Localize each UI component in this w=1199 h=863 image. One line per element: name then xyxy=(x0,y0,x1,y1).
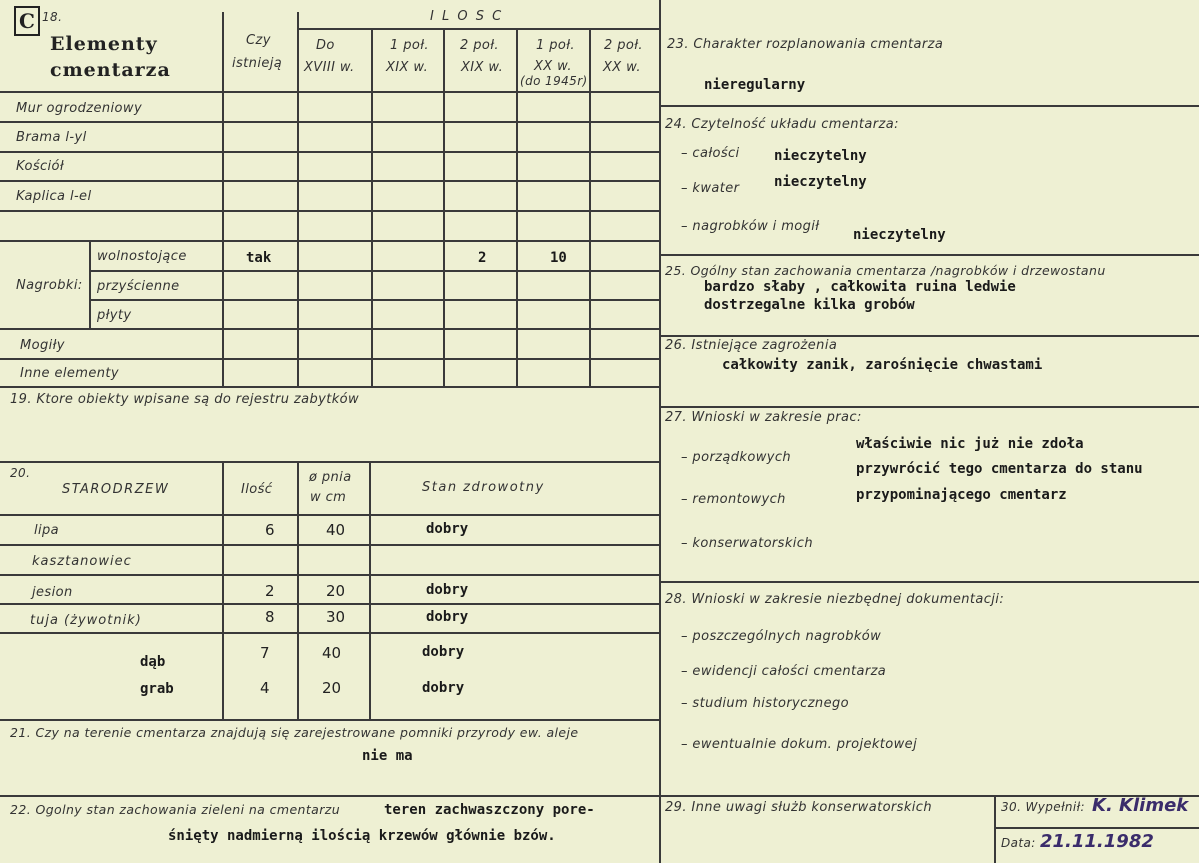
tree-diameter: 20 xyxy=(326,582,346,600)
q27-porzadkowych: – porządkowych xyxy=(681,450,792,465)
row-line xyxy=(89,270,659,272)
q25-answer-1: bardzo słaby , całkowita ruina ledwie xyxy=(704,279,1016,295)
title-line-1: Elementy xyxy=(50,33,158,55)
q21-label: 21. Czy na terenie cmentarza znajdują się zarejestrowane pomniki przyrody ew. aleje xyxy=(10,725,579,740)
q22-answer-2: śnięty nadmierną ilością krzewów głównie bzów. xyxy=(168,828,556,844)
col-1xx-3: (do 1945r) xyxy=(520,74,588,88)
q28-item: – poszczególnych nagrobków xyxy=(681,629,882,644)
tree-condition: dobry xyxy=(426,521,469,537)
col-line xyxy=(297,461,299,719)
q26-answer: całkowity zanik, zarośnięcie chwastami xyxy=(722,357,1043,373)
q22-answer-1: teren zachwaszczony pore- xyxy=(384,802,595,818)
q27-answer-3: przypominającego cmentarz xyxy=(856,487,1067,503)
row-line xyxy=(0,91,659,93)
row-line xyxy=(0,632,659,634)
q27-label: 27. Wnioski w zakresie prac: xyxy=(665,410,862,425)
date-value: 21.11.1982 xyxy=(1040,831,1154,852)
q22-label: 22. Ogolny stan zachowania zieleni na cmentarzu xyxy=(10,802,341,817)
row-inne: Inne elementy xyxy=(20,366,119,381)
q24-label: 24. Czytelność układu cmentarza: xyxy=(665,117,899,132)
col-line xyxy=(369,461,371,719)
row-line xyxy=(0,121,659,123)
row-line xyxy=(89,299,659,301)
q25-answer-2: dostrzegalne kilka grobów xyxy=(704,297,915,313)
row-przyscienne: przyścienne xyxy=(97,279,180,294)
row-plyty: płyty xyxy=(97,308,132,323)
tree-name: dąb xyxy=(140,654,166,670)
date-label: Data: xyxy=(1001,836,1036,850)
col-2xx-2: XX w. xyxy=(603,60,641,75)
col-line xyxy=(297,12,299,386)
stan-header: Stan zdrowotny xyxy=(422,480,545,495)
q21-answer: nie ma xyxy=(362,748,413,764)
col-czy-1: Czy xyxy=(246,33,271,48)
tree-name: lipa xyxy=(34,523,60,538)
tree-condition: dobry xyxy=(426,609,469,625)
col-line xyxy=(371,28,373,386)
row-line xyxy=(0,240,659,242)
tree-name: jesion xyxy=(32,585,73,600)
tree-diameter: 20 xyxy=(322,679,342,697)
row-nagrobki: Nagrobki: xyxy=(16,278,83,293)
wolno-czy-value: tak xyxy=(246,250,272,266)
q24-kwater-answer: nieczytelny xyxy=(774,174,867,190)
row-line xyxy=(659,581,1199,583)
q28-item: – ewentualnie dokum. projektowej xyxy=(681,737,918,752)
row-line xyxy=(0,328,659,330)
row-line xyxy=(0,603,659,605)
tree-condition: dobry xyxy=(422,680,465,696)
q19-label: 19. Ktore obiekty wpisane są do rejestru zabytków xyxy=(10,392,360,407)
wolno-2xix-value: 2 xyxy=(478,250,487,266)
tree-count: 8 xyxy=(265,608,275,626)
row-line xyxy=(659,335,1199,337)
col-1xx-1: 1 poł. xyxy=(536,38,575,53)
wolno-1xx-value: 10 xyxy=(550,250,567,266)
tree-condition: dobry xyxy=(426,582,469,598)
ilosc-header-trees: Ilość xyxy=(241,482,273,497)
col-do-2: XVIII w. xyxy=(304,60,355,75)
row-line xyxy=(659,254,1199,256)
q30-label: 30. Wypełnił: xyxy=(1001,800,1085,814)
col-1xix-2: XIX w. xyxy=(386,60,429,75)
col-2xix-1: 2 poł. xyxy=(460,38,499,53)
col-do-1: Do xyxy=(316,38,335,53)
pnia-header-1: ø pnia xyxy=(309,470,352,485)
row-line xyxy=(0,386,659,388)
tree-name: tuja (żywotnik) xyxy=(30,613,142,628)
starodrzew-header: STARODRZEW xyxy=(62,482,170,497)
col-1xx-2: XX w. xyxy=(534,59,572,74)
col-line xyxy=(89,240,91,328)
q26-label: 26. Istniejące zagrożenia xyxy=(665,338,838,353)
col-czy-2: istnieją xyxy=(232,56,283,71)
row-line xyxy=(0,719,659,721)
q20-number: 20. xyxy=(10,466,31,480)
row-line xyxy=(659,406,1199,408)
q24-nagrobkow: – nagrobków i mogił xyxy=(681,219,820,234)
col-line xyxy=(994,795,996,863)
q24-kwater: – kwater xyxy=(681,181,740,196)
tree-diameter: 30 xyxy=(326,608,346,626)
tree-count: 6 xyxy=(265,521,275,539)
tree-count: 4 xyxy=(260,679,270,697)
q27-remontowych: – remontowych xyxy=(681,492,786,507)
tree-diameter: 40 xyxy=(322,644,342,662)
row-line xyxy=(0,180,659,182)
title-line-2: cmentarza xyxy=(50,59,171,81)
col-1xix-1: 1 poł. xyxy=(390,38,429,53)
q24-calosci: – całości xyxy=(681,146,740,161)
q28-item: – ewidencji całości cmentarza xyxy=(681,664,887,679)
row-line xyxy=(994,827,1199,829)
row-mogily: Mogiły xyxy=(20,338,65,353)
col-line xyxy=(516,28,518,386)
q27-answer-1: właściwie nic już nie zdoła xyxy=(856,436,1084,452)
q23-answer: nieregularny xyxy=(704,77,806,93)
col-2xx-1: 2 poł. xyxy=(604,38,643,53)
q27-answer-2: przywrócić tego cmentarza do stanu xyxy=(856,461,1143,477)
row-line xyxy=(0,574,659,576)
row-line xyxy=(0,151,659,153)
center-divider xyxy=(659,0,661,863)
q25-label: 25. Ogólny stan zachowania cmentarza /nagrobków i drzewostanu xyxy=(665,263,1106,278)
tree-name: grab xyxy=(140,681,174,697)
row-line xyxy=(0,210,659,212)
q29-label: 29. Inne uwagi służb konserwatorskich xyxy=(665,800,932,815)
row-line xyxy=(0,358,659,360)
row-line xyxy=(0,795,659,797)
section-number: 18. xyxy=(42,10,63,24)
row-line xyxy=(0,544,659,546)
row-kaplica: Kaplica l-el xyxy=(16,189,92,204)
q24-calosci-answer: nieczytelny xyxy=(774,148,867,164)
q24-nagrobkow-answer: nieczytelny xyxy=(853,227,946,243)
ilosc-header: I L O S C xyxy=(430,9,504,24)
row-wolnostojace: wolnostojące xyxy=(97,249,187,264)
tree-name: kasztanowiec xyxy=(32,554,132,569)
tree-count: 2 xyxy=(265,582,275,600)
row-brama: Brama l-yl xyxy=(16,130,87,145)
col-line xyxy=(222,12,224,386)
row-kosciol: Kościół xyxy=(16,159,65,174)
row-line xyxy=(0,461,659,463)
row-line xyxy=(659,105,1199,107)
col-2xix-2: XIX w. xyxy=(461,60,504,75)
q28-label: 28. Wnioski w zakresie niezbędnej dokumentacji: xyxy=(665,592,1005,607)
row-mur: Mur ogrodzeniowy xyxy=(16,101,143,116)
col-line xyxy=(222,461,224,719)
tree-condition: dobry xyxy=(422,644,465,660)
row-line xyxy=(297,28,659,30)
row-line xyxy=(0,514,659,516)
section-letter: C xyxy=(14,6,40,36)
q27-konserwatorskich: – konserwatorskich xyxy=(681,536,813,551)
tree-count: 7 xyxy=(260,644,270,662)
pnia-header-2: w cm xyxy=(310,490,347,505)
q23-label: 23. Charakter rozplanowania cmentarza xyxy=(667,37,944,52)
tree-diameter: 40 xyxy=(326,521,346,539)
q30-name: K. Klimek xyxy=(1092,795,1189,816)
q28-item: – studium historycznego xyxy=(681,696,849,711)
col-line xyxy=(589,28,591,386)
col-line xyxy=(443,28,445,386)
